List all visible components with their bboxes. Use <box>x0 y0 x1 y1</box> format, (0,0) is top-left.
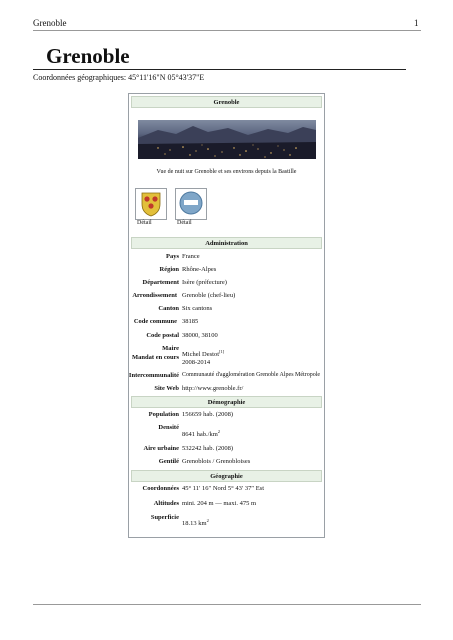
value-departement[interactable]: Isère (préfecture) <box>182 279 227 286</box>
superficie-value-text: 18.13 km <box>182 520 207 528</box>
infobox <box>128 93 325 538</box>
section-geographie: Géographie <box>131 470 322 482</box>
value-mandat: 2008-2014 <box>182 359 211 366</box>
label-aire-urbaine: Aire urbaine <box>143 445 179 452</box>
infobox-title: Grenoble <box>131 96 322 108</box>
densite-sup: 2 <box>217 429 220 434</box>
label-densite: Densité <box>158 424 179 431</box>
section-administration: Administration <box>131 237 322 249</box>
label-coordonnees: Coordonnées <box>142 485 179 492</box>
superficie-sup: 2 <box>206 518 209 523</box>
value-altitudes: mini. 204 m — maxi. 475 m <box>182 500 257 507</box>
header-divider <box>33 30 421 31</box>
emblem-right-label[interactable]: Détail <box>177 220 192 226</box>
value-aire-urbaine: 532242 hab. (2008) <box>182 445 234 452</box>
densite-value-text: 8641 hab./km <box>182 431 218 439</box>
maire-name[interactable]: Michel Destot <box>182 351 220 359</box>
value-superficie <box>182 518 209 527</box>
value-code-commune: 38185 <box>182 318 199 325</box>
value-site-web[interactable]: http://www.grenoble.fr/ <box>182 385 244 392</box>
label-gentile: Gentilé <box>158 458 179 465</box>
label-superficie: Superficie <box>150 514 179 521</box>
emblem-left-label[interactable]: Détail <box>137 220 152 226</box>
maire-ref[interactable]: [1] <box>219 349 225 354</box>
value-intercommunalite[interactable]: Communauté d'agglomération Grenoble Alpes Métropole <box>182 372 321 378</box>
city-night-photo[interactable] <box>138 120 316 159</box>
photo-caption: Vue de nuit sur Grenoble et ses environs depuis la Bastille <box>156 169 297 175</box>
label-mandat: Mandat en cours <box>132 354 179 361</box>
city-logo-image[interactable] <box>175 188 207 220</box>
coat-of-arms-image[interactable] <box>135 188 167 220</box>
label-departement: Département <box>142 279 179 286</box>
label-code-commune: Code commune <box>133 318 177 325</box>
label-canton: Canton <box>158 305 179 312</box>
label-arrondissement: Arrondissement <box>132 292 177 299</box>
coat-of-arms-icon <box>136 189 166 219</box>
value-pays[interactable]: France <box>182 253 200 260</box>
label-maire: Maire <box>162 345 179 352</box>
value-region[interactable]: Rhône-Alpes <box>182 266 217 273</box>
label-population: Population <box>148 411 179 418</box>
label-pays: Pays <box>166 253 179 260</box>
value-code-postal: 38000, 38100 <box>182 332 218 339</box>
label-altitudes: Altitudes <box>153 500 179 507</box>
value-maire[interactable] <box>182 349 224 358</box>
running-header-title: Grenoble <box>33 18 67 28</box>
value-densite <box>182 429 220 438</box>
value-coordonnees[interactable]: 45° 11′ 16″ Nord 5° 43′ 37″ Est <box>182 485 265 492</box>
value-arrondissement[interactable]: Grenoble (chef-lieu) <box>182 292 236 299</box>
value-population: 156659 hab. (2008) <box>182 411 234 418</box>
coordinates-line: Coordonnées géographiques: 45°11'16"N 05°43'37"E <box>33 73 205 82</box>
value-canton[interactable]: Six cantons <box>182 305 213 312</box>
label-intercommunalite: Intercommunalité <box>128 372 179 379</box>
label-site-web: Site Web <box>154 385 179 392</box>
title-divider <box>33 69 406 70</box>
value-gentile: Grenoblois / Grenobloises <box>182 458 251 465</box>
footer-divider <box>33 604 421 605</box>
page-number: 1 <box>414 18 419 28</box>
label-region: Région <box>159 266 179 273</box>
section-demographie: Démographie <box>131 396 322 408</box>
city-logo-icon <box>176 189 206 219</box>
label-code-postal: Code postal <box>146 332 179 339</box>
page-title: Grenoble <box>46 44 130 68</box>
